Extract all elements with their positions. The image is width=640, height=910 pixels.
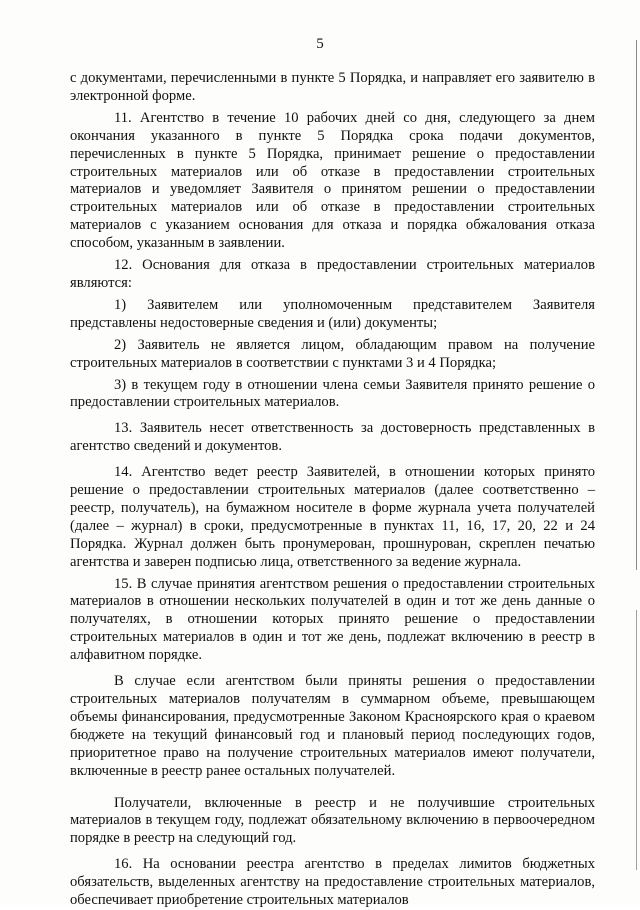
paragraph-item-14: 14. Агентство ведет реестр Заявителей, в отношении которых принято решение о предоставлении строительных материалов (далее соответственно – реестр, получатель), на бумажном носителе в форме журнала учета получателей (далее – журнал) в сроки, предусмотренные в пунктах 11, 16, 17, 20, 22 и 24 Порядка. Журнал должен быть пронумерован, прошнурован, скреплен печатью агентства и заверен подписью лица, ответственного за ведение журнала. [70, 464, 595, 570]
paragraph-item-15-part-3: Получатели, включенные в реестр и не получившие строительных материалов в текущем году, подлежат обязательному включению в первоочередном порядке в реестр на следующий год. [70, 794, 595, 847]
paragraph-subitem-2: 2) Заявитель не является лицом, обладающим правом на получение строительных материалов в соответствии с пунктами 3 и 4 Порядка; [70, 336, 595, 371]
document-body [70, 70, 595, 910]
paragraph-item-12: 12. Основания для отказа в предоставлении строительных материалов являются: [70, 257, 595, 291]
paragraph-item-16: 16. На основании реестра агентство в пределах лимитов бюджетных обязательств, выделенных агентству на предоставление строительных материалов, обеспечивает приобретение строительных материалов [70, 856, 595, 909]
scan-edge-line-lower [636, 610, 637, 870]
scan-edge-line [636, 40, 637, 570]
paragraph-continuation: с документами, перечисленными в пункте 5 Порядка, и направляет его заявителю в электронной форме. [70, 70, 595, 104]
page-number: 5 [316, 36, 324, 52]
paragraph-subitem-1: 1) Заявителем или уполномоченным представителем Заявителя представлены недостоверные сведения и (или) документы; [70, 296, 595, 331]
paragraph-item-11: 11. Агентство в течение 10 рабочих дней со дня, следующего за днем окончания указанного в пункте 5 Порядка срока подачи документов, перечисленных в пункте 5 Порядка, принимает решение о предоставлении строительных материалов или об отказе в предоставлении строительных материалов и уведомляет Заявителя о принятом решении о предоставлении строительных материалов или об отказе в предоставлении строительных материалов с указанием основания для отказа и порядка обжалования отказа способом, указанным в заявлении. [70, 109, 595, 252]
paragraph-item-13: 13. Заявитель несет ответственность за достоверность представленных в агентство сведений и документов. [70, 420, 595, 455]
paragraph-item-15: 15. В случае принятия агентством решения о предоставлении строительных материалов в отношении нескольких получателей в один и тот же день данные о получателях, в отношении которых принято решение о предоставлении строительных материалов в один и тот же день, подлежат включению в реестр в алфавитном порядке. [70, 575, 595, 664]
paragraph-subitem-3: 3) в текущем году в отношении члена семьи Заявителя принято решение о предоставлении строительных материалов. [70, 376, 595, 411]
paragraph-item-15-part-2: В случае если агентством были приняты решения о предоставлении строительных материалов получателям в суммарном объеме, превышающем объемы финансирования, предусмотренные Законом Красноярского края о краевом бюджете на текущий финансовый год и плановый период последующих годов, приоритетное право на получение строительных материалов имеют получатели, включенные в реестр ранее остальных получателей. [70, 673, 595, 779]
